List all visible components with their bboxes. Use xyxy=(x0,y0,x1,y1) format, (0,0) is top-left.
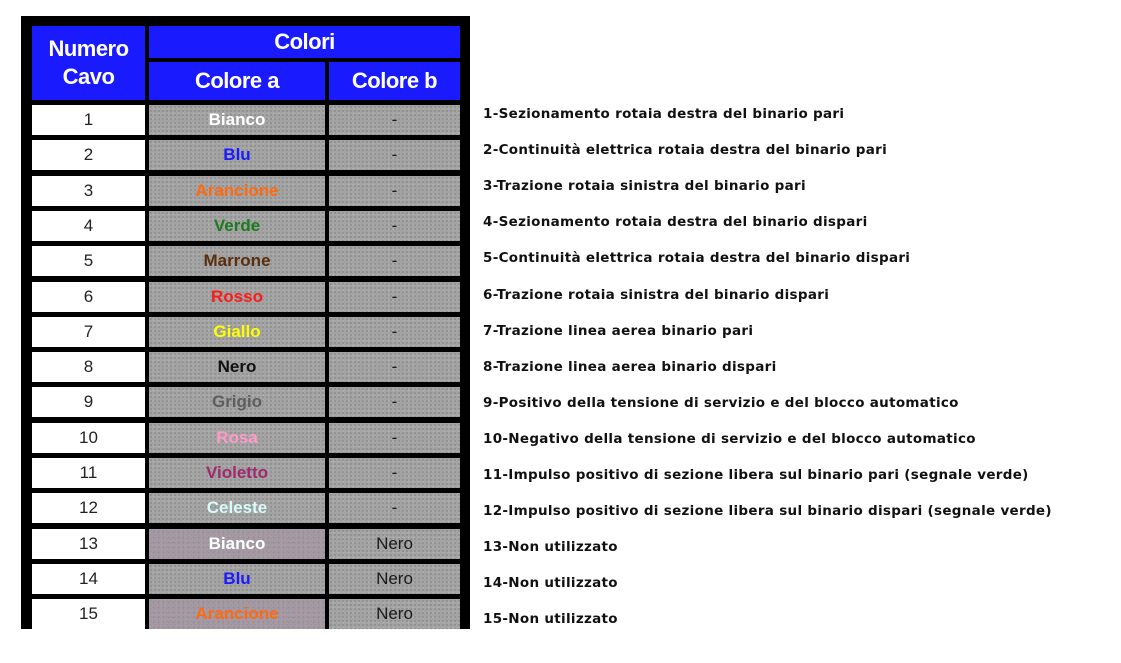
colore-a-cell: Celeste xyxy=(149,493,325,523)
header-colore-a: Colore a xyxy=(149,62,325,100)
colore-a-cell: Grigio xyxy=(149,387,325,417)
description-line: 13-Non utilizzato xyxy=(483,539,618,555)
colore-b-cell: Nero xyxy=(329,599,460,629)
colore-a-cell: Nero xyxy=(149,352,325,382)
description-line: 5-Continuità elettrica rotaia destra del binario dispari xyxy=(483,250,911,266)
colore-a-cell: Blu xyxy=(149,140,325,170)
header-colori: Colori xyxy=(149,26,460,58)
colore-a-cell: Blu xyxy=(149,564,325,594)
colore-b-cell: - xyxy=(329,458,460,488)
colore-a-cell: Giallo xyxy=(149,317,325,347)
cable-number-cell: 11 xyxy=(32,458,145,488)
colore-b-cell: Nero xyxy=(329,564,460,594)
description-line: 12-Impulso positivo di sezione libera sul binario dispari (segnale verde) xyxy=(483,503,1052,519)
colore-a-cell: Arancione xyxy=(149,599,325,629)
cable-number-cell: 4 xyxy=(32,211,145,241)
colore-a-cell: Arancione xyxy=(149,176,325,206)
cable-number-cell: 9 xyxy=(32,387,145,417)
description-line: 11-Impulso positivo di sezione libera sul binario pari (segnale verde) xyxy=(483,467,1029,483)
description-line: 2-Continuità elettrica rotaia destra del binario pari xyxy=(483,142,888,158)
colore-b-cell: - xyxy=(329,105,460,135)
cable-number-cell: 14 xyxy=(32,564,145,594)
cable-number-cell: 13 xyxy=(32,529,145,559)
cable-color-table xyxy=(21,16,470,629)
colore-b-cell: - xyxy=(329,387,460,417)
description-line: 15-Non utilizzato xyxy=(483,611,618,627)
colore-a-cell: Verde xyxy=(149,211,325,241)
description-list xyxy=(483,0,1113,663)
cable-number-cell: 12 xyxy=(32,493,145,523)
description-line: 14-Non utilizzato xyxy=(483,575,618,591)
colore-a-cell: Bianco xyxy=(149,529,325,559)
colore-b-cell: - xyxy=(329,423,460,453)
description-line: 9-Positivo della tensione di servizio e del blocco automatico xyxy=(483,395,959,411)
cable-number-cell: 8 xyxy=(32,352,145,382)
description-line: 3-Trazione rotaia sinistra del binario pari xyxy=(483,178,806,194)
colore-b-cell: - xyxy=(329,352,460,382)
cable-number-cell: 2 xyxy=(32,140,145,170)
colore-b-cell: - xyxy=(329,282,460,312)
colore-a-cell: Bianco xyxy=(149,105,325,135)
colore-b-cell: Nero xyxy=(329,529,460,559)
description-line: 6-Trazione rotaia sinistra del binario dispari xyxy=(483,287,830,303)
description-line: 1-Sezionamento rotaia destra del binario pari xyxy=(483,106,845,122)
cable-number-cell: 1 xyxy=(32,105,145,135)
cable-number-cell: 6 xyxy=(32,282,145,312)
cable-number-cell: 5 xyxy=(32,246,145,276)
description-line: 7-Trazione linea aerea binario pari xyxy=(483,323,754,339)
colore-a-cell: Marrone xyxy=(149,246,325,276)
description-line: 10-Negativo della tensione di servizio e del blocco automatico xyxy=(483,431,976,447)
cable-number-cell: 3 xyxy=(32,176,145,206)
header-cavo-label: Cavo xyxy=(62,64,115,89)
colore-b-cell: - xyxy=(329,493,460,523)
description-line: 4-Sezionamento rotaia destra del binario dispari xyxy=(483,214,868,230)
header-colore-b: Colore b xyxy=(329,62,460,100)
colore-b-cell: - xyxy=(329,140,460,170)
description-line: 8-Trazione linea aerea binario dispari xyxy=(483,359,777,375)
colore-b-cell: - xyxy=(329,176,460,206)
colore-a-cell: Rosa xyxy=(149,423,325,453)
colore-a-cell: Violetto xyxy=(149,458,325,488)
header-numero-label: Numero xyxy=(48,36,129,61)
colore-b-cell: - xyxy=(329,246,460,276)
colore-b-cell: - xyxy=(329,317,460,347)
header-numero-cavo xyxy=(32,26,145,100)
colore-a-cell: Rosso xyxy=(149,282,325,312)
cable-number-cell: 15 xyxy=(32,599,145,629)
cable-number-cell: 10 xyxy=(32,423,145,453)
cable-number-cell: 7 xyxy=(32,317,145,347)
colore-b-cell: - xyxy=(329,211,460,241)
